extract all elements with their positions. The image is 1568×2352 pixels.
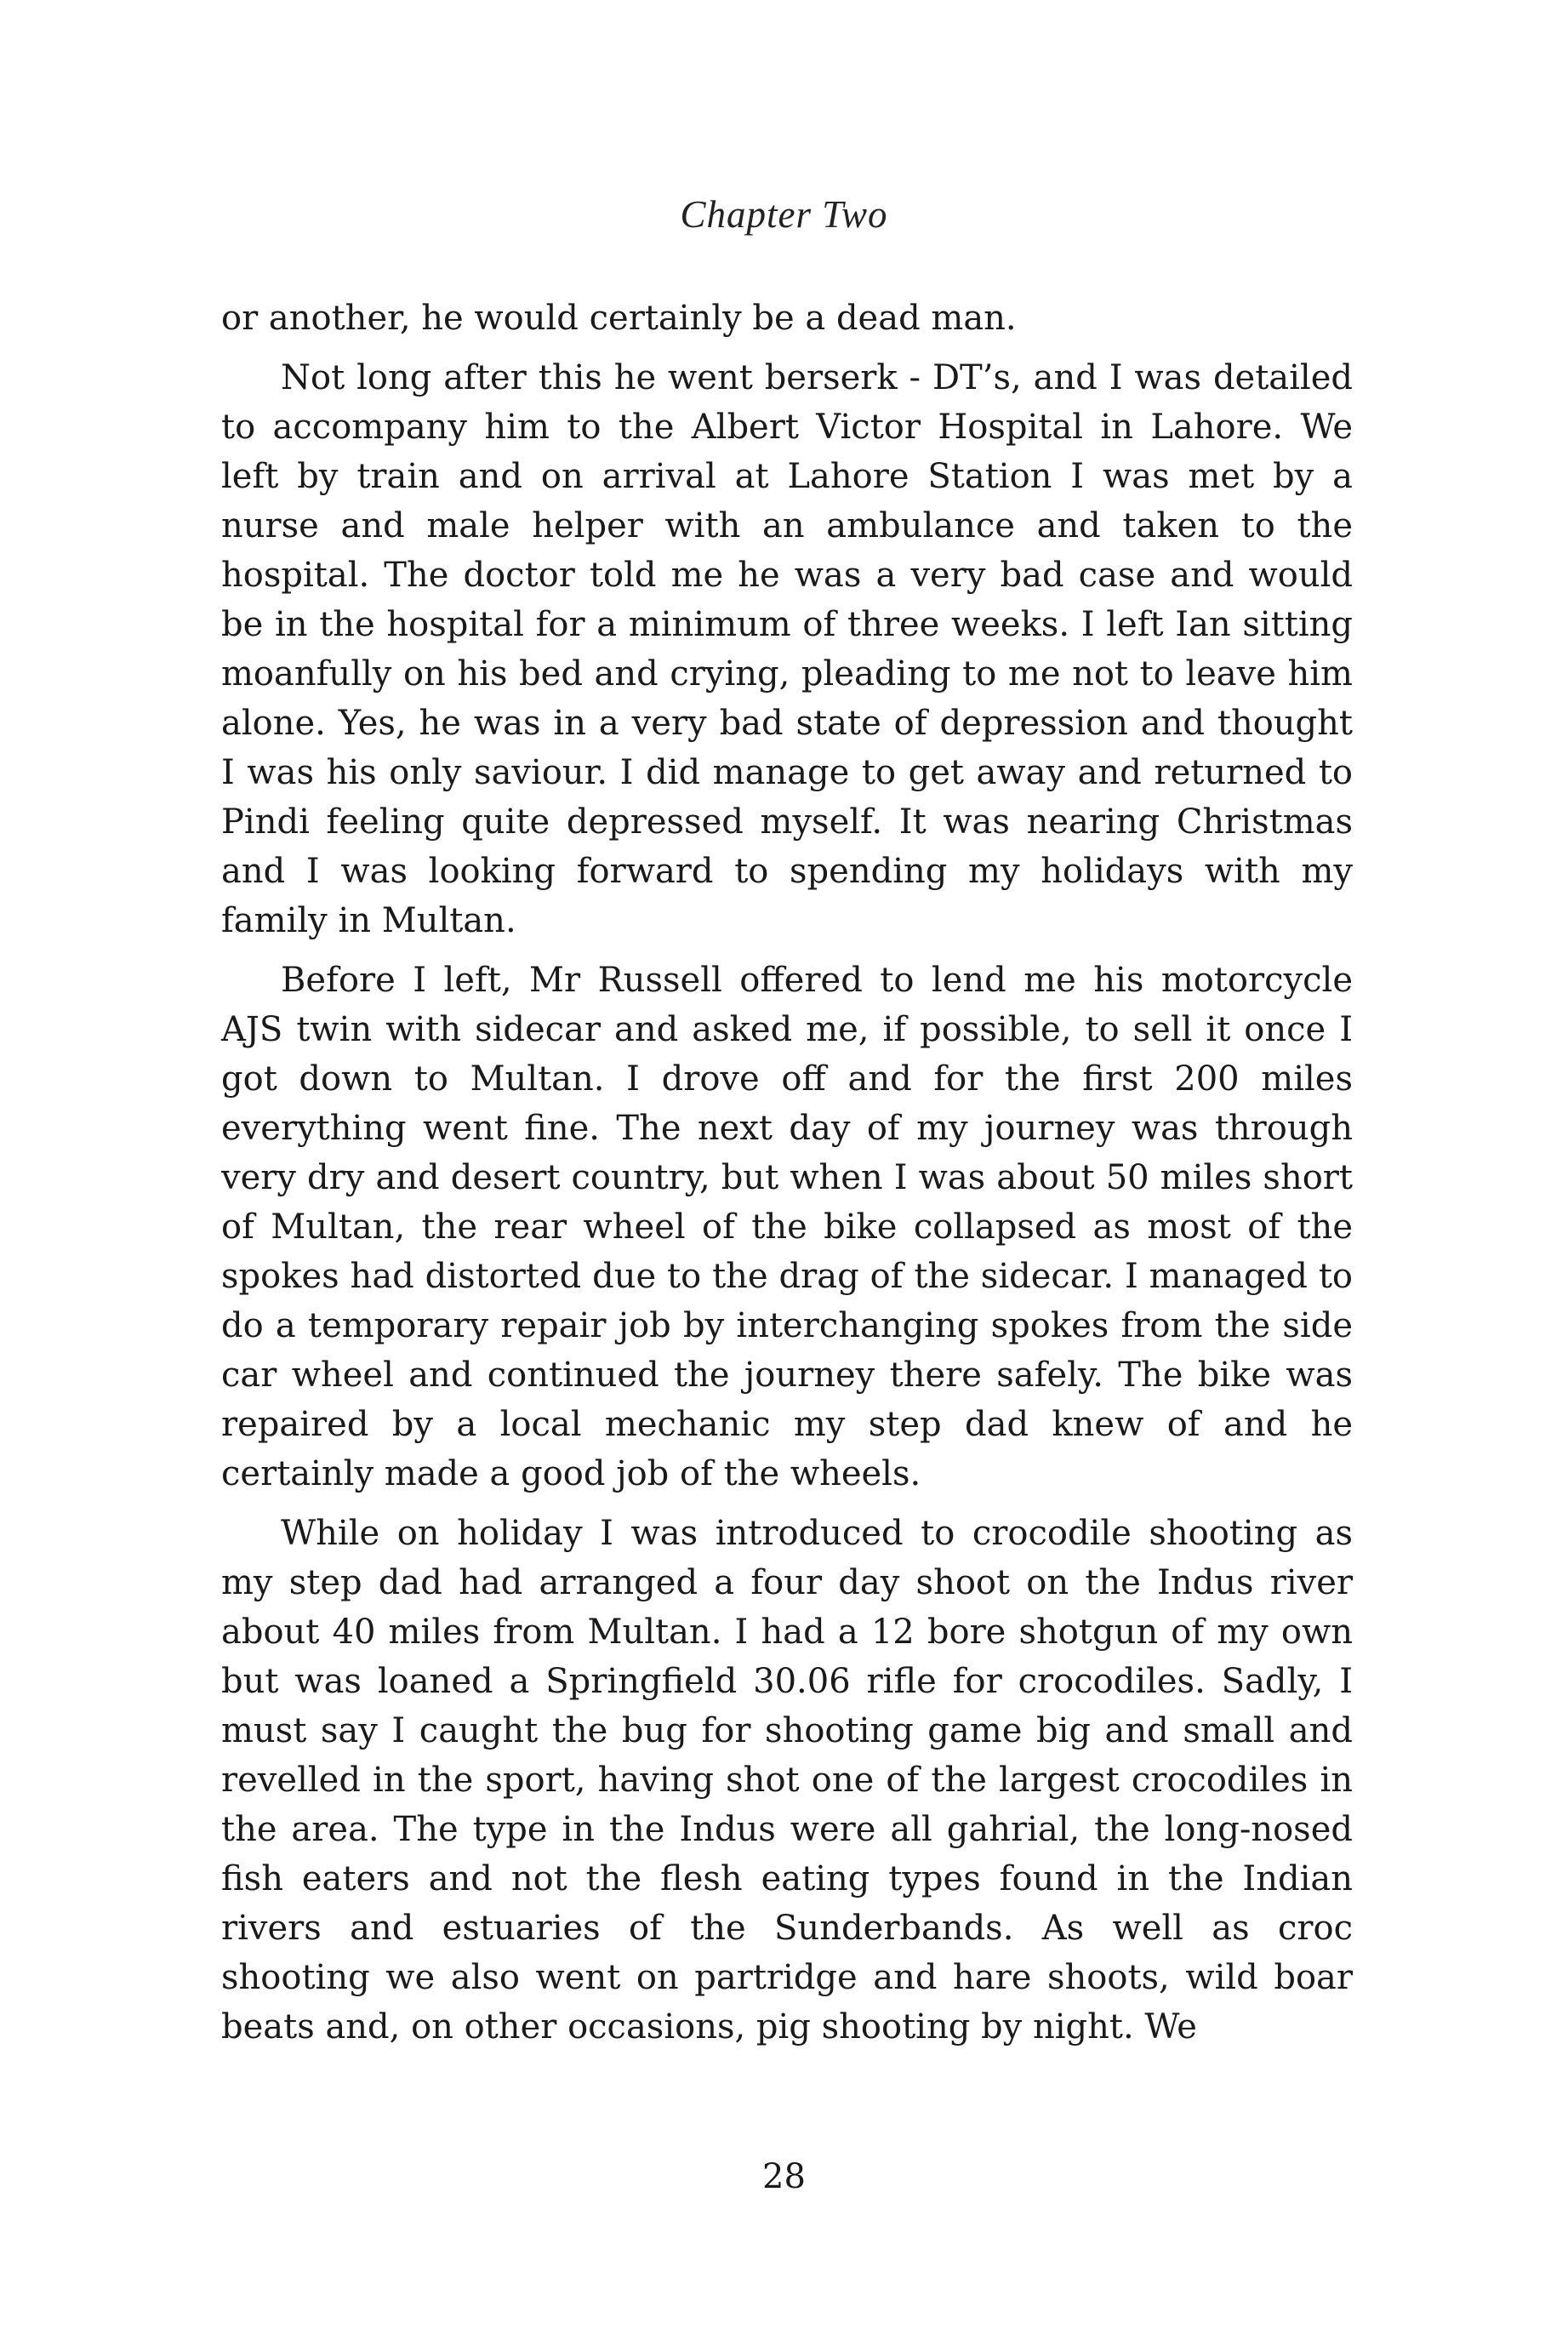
- paragraph-motorcycle: Before I left, Mr Russell offered to lend me his motorcycle AJS twin with sidecar and asked me, if possible, to sell it once I got down to Multan. I drove off and for the first 200 miles everything went fine. The next day of my journey was through very dry and desert country, but when I was about 50 miles short of Multan, the rear wheel of the bike collapsed as most of the spokes had distorted due to the drag of the sidecar. I managed to do a temporary repair job by interchanging spokes from the side car wheel and continued the journey there safely. The bike was repaired by a local mechanic my step dad knew of and he certainly made a good job of the wheels.: [221, 961, 1353, 1493]
- body-text: [221, 294, 1353, 2062]
- running-head: Chapter Two: [680, 193, 888, 236]
- paragraph-crocodile-shooting: While on holiday I was introduced to crocodile shooting as my step dad had arranged a four day shoot on the Indus river about 40 miles from Multan. I had a 12 bore shotgun of my own but was loaned a Springfield 30.06 rifle for crocodiles. Sadly, I must say I caught the bug for shooting game big and small and revelled in the sport, having shot one of the largest crocodiles in the area. The type in the Indus were all gahrial, the long-nosed fish eaters and not the flesh eating types found in the Indian rivers and estuaries of the Sunderbands. As well as croc shooting we also went on partridge and hare shoots, wild boar beats and, on other occasions, pig shooting by night. We: [221, 1514, 1353, 2047]
- paragraph-continued: or another, he would certainly be a dead man.: [221, 299, 1017, 338]
- page-number: 28: [762, 2157, 806, 2196]
- paragraph-hospital: Not long after this he went berserk - DT’s, and I was detailed to accompany him to the Albert Victor Hospital in Lahore. We left by train and on arrival at Lahore Station I was met by a nurse and male helper with an ambulance and taken to the hospital. The doctor told me he was a very bad case and would be in the hospital for a minimum of three weeks. I left Ian sitting moanfully on his bed and crying, pleading to me not to leave him alone. Yes, he was in a very bad state of depression and thought I was his only saviour. I did manage to get away and returned to Pindi feeling quite depressed myself. It was nearing Christmas and I was looking forward to spending my holidays with my family in Multan.: [221, 358, 1353, 940]
